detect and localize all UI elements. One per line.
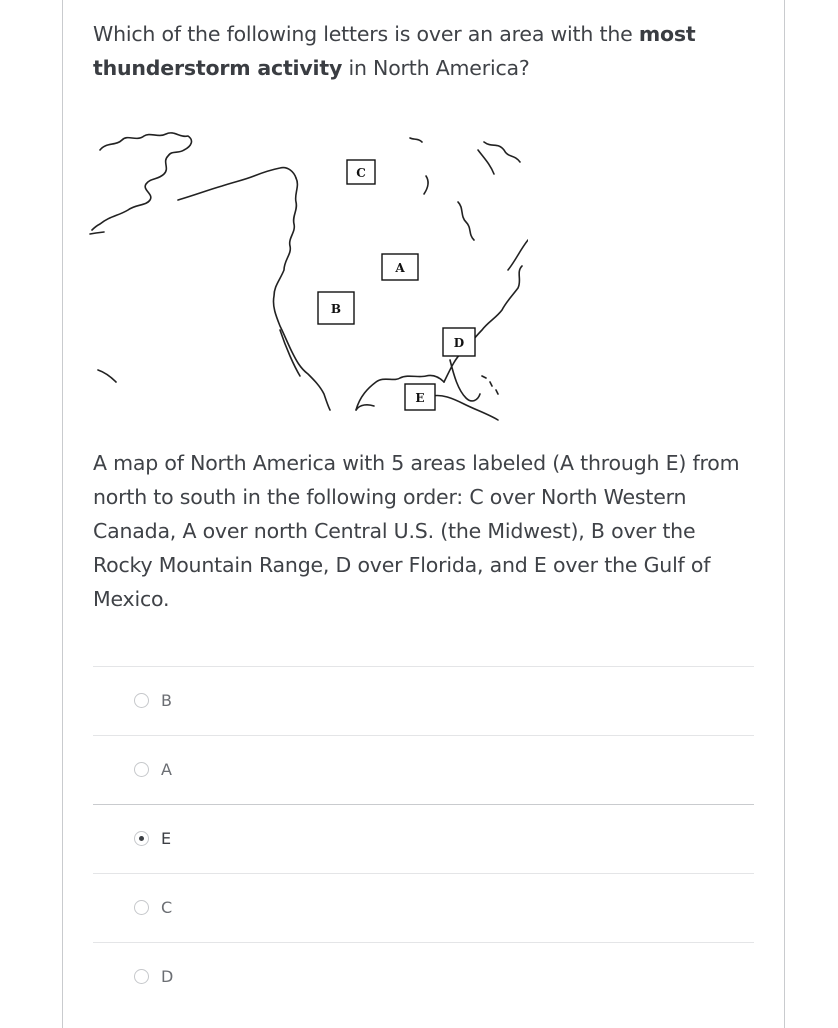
radio-button-selected[interactable] <box>134 831 149 846</box>
svg-text:D: D <box>453 336 465 350</box>
radio-button[interactable] <box>134 969 149 984</box>
map-label-e <box>405 384 435 410</box>
map-description: A map of North America with 5 areas labeled (A through E) from north to south in the following order: C over North Western Canada, A over north Central U.S. (the Midwest), B over the Rocky Mountain Range, D over Florida, and E over the Gulf of Mexico. <box>93 451 740 611</box>
svg-text:A: A <box>395 261 405 275</box>
radio-button[interactable] <box>134 762 149 777</box>
option-d[interactable] <box>93 942 754 1011</box>
svg-text:B: B <box>330 302 342 316</box>
option-label: B <box>161 691 172 710</box>
option-c[interactable] <box>93 873 754 942</box>
question-suffix: in North America? <box>342 56 530 80</box>
question-text <box>93 17 743 85</box>
radio-button[interactable] <box>134 900 149 915</box>
map-label-d <box>443 328 475 356</box>
map-label-a <box>382 254 418 280</box>
question-prefix: Which of the following letters is over an area with the <box>93 22 639 46</box>
option-label: A <box>161 760 172 779</box>
svg-text:C: C <box>356 166 366 180</box>
question-bold-activity: thunderstorm activity <box>93 56 343 80</box>
option-b[interactable] <box>93 666 754 735</box>
option-label: E <box>161 829 172 848</box>
option-e[interactable] <box>93 804 754 873</box>
question-bold-most: most <box>638 22 696 46</box>
svg-text:E: E <box>415 391 425 405</box>
north-america-map <box>88 120 528 425</box>
option-label: D <box>161 967 174 986</box>
option-a[interactable] <box>93 735 754 804</box>
option-label: C <box>161 898 173 917</box>
map-label-c <box>347 160 375 184</box>
radio-button[interactable] <box>134 693 149 708</box>
answer-options <box>93 666 754 1011</box>
map-label-b <box>318 292 354 324</box>
